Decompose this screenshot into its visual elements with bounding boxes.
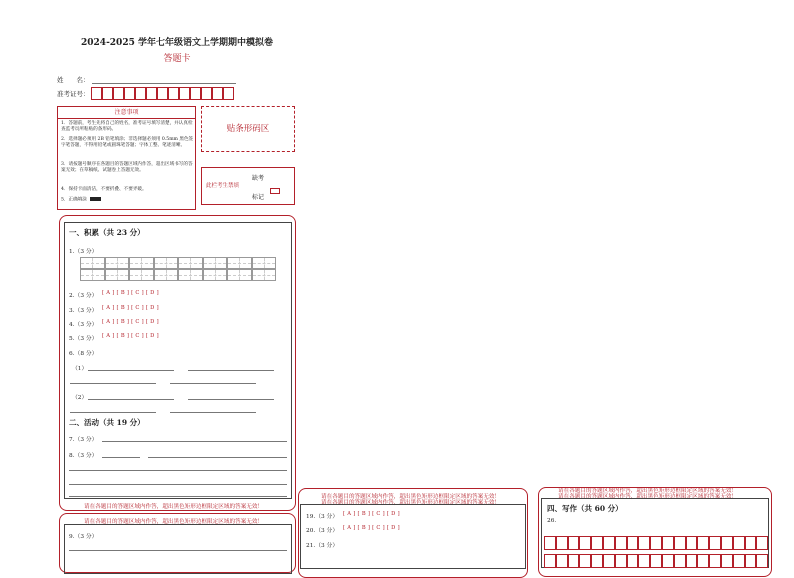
- boundary-warning: 请在各题目的答题区域内作答，超出黑色矩形边框限定区域的答案无效！: [84, 504, 264, 510]
- grid-cell[interactable]: [252, 269, 277, 281]
- writing-cell[interactable]: [756, 536, 768, 550]
- notice-box: [57, 106, 196, 210]
- writing-cell[interactable]: [709, 554, 721, 568]
- answer-line[interactable]: [69, 470, 287, 471]
- writing-cell[interactable]: [568, 554, 580, 568]
- id-digit-box[interactable]: [201, 87, 212, 100]
- answer-line[interactable]: [70, 383, 156, 384]
- writing-cell[interactable]: [579, 536, 591, 550]
- q8-label: 8.（3 分）: [69, 453, 98, 459]
- cell-guide: [130, 263, 153, 264]
- notice-item-fill-example: [61, 197, 195, 204]
- writing-cell[interactable]: [638, 536, 650, 550]
- id-label: 准考证号：: [57, 90, 90, 98]
- q6-sub1-label: （1）: [72, 366, 88, 372]
- grid-cell[interactable]: [129, 257, 154, 269]
- writing-cell[interactable]: [674, 554, 686, 568]
- cell-guide: [130, 275, 153, 276]
- q3-label: 3.（3 分）: [69, 308, 98, 314]
- absent-box: [201, 167, 295, 205]
- grid-cell[interactable]: [252, 257, 277, 269]
- writing-cell[interactable]: [544, 536, 556, 550]
- id-digit-box[interactable]: [179, 87, 190, 100]
- id-digit-box[interactable]: [102, 87, 113, 100]
- writing-cell[interactable]: [697, 536, 709, 550]
- writing-cell[interactable]: [756, 554, 768, 568]
- boundary-warning: 请在各题目的答题区域内作答，超出黑色矩形边框限定区域的答案无效！: [84, 519, 264, 525]
- cell-guide: [81, 263, 104, 264]
- grid-cell[interactable]: [178, 257, 203, 269]
- absent-label-2: 标记: [252, 194, 265, 201]
- answer-line[interactable]: [88, 399, 174, 400]
- writing-cell[interactable]: [662, 554, 674, 568]
- q6-sub2-label: （2）: [72, 395, 88, 401]
- answer-line[interactable]: [69, 496, 287, 497]
- writing-cell[interactable]: [591, 536, 603, 550]
- id-digit-box[interactable]: [212, 87, 223, 100]
- grid-cell[interactable]: [203, 269, 228, 281]
- writing-cell[interactable]: [603, 536, 615, 550]
- answer-line[interactable]: [188, 399, 274, 400]
- q21-label: 21.（3 分）: [306, 543, 339, 549]
- answer-area-2[interactable]: [64, 524, 292, 574]
- cell-guide: [155, 275, 178, 276]
- writing-cell[interactable]: [650, 554, 662, 568]
- id-digit-box[interactable]: [157, 87, 168, 100]
- boundary-warning: 请在各题目的答题区域内作答，超出黑色矩形边框限定区域的答案无效！: [321, 500, 501, 506]
- grid-cell[interactable]: [178, 269, 203, 281]
- filled-mark-icon: [90, 197, 101, 201]
- absent-note: 此栏考生禁填: [206, 183, 240, 189]
- q5-label: 5.（3 分）: [69, 336, 98, 342]
- writing-cell[interactable]: [686, 536, 698, 550]
- q20-options[interactable]: [ A ] [ B ] [ C ] [ D ]: [343, 525, 400, 531]
- cell-guide: [253, 275, 276, 276]
- cell-guide: [106, 275, 129, 276]
- q1-label: 1.（3 分）: [69, 249, 98, 255]
- cell-guide: [228, 263, 251, 264]
- barcode-area: 贴条形码区: [201, 106, 295, 152]
- id-digit-box[interactable]: [91, 87, 102, 100]
- q2-options[interactable]: [ A ] [ B ] [ C ] [ D ]: [102, 290, 159, 296]
- writing-cell[interactable]: [697, 554, 709, 568]
- notice-title: 注意事项: [58, 107, 195, 119]
- writing-cell[interactable]: [733, 554, 745, 568]
- id-digit-box[interactable]: [135, 87, 146, 100]
- q20-label: 20.（3 分）: [306, 528, 339, 534]
- absent-label-1: 缺考: [252, 175, 265, 182]
- grid-cell[interactable]: [105, 257, 130, 269]
- id-digit-box[interactable]: [190, 87, 201, 100]
- answer-line[interactable]: [188, 370, 274, 371]
- section1-heading: 一、积累（共 23 分）: [69, 228, 145, 237]
- writing-cell[interactable]: [721, 536, 733, 550]
- name-field[interactable]: [92, 83, 236, 84]
- notice-item: 1．答题前，考生先将自己的姓名，准考证号填写清楚，并认真检查监考员所粘贴的条形码。: [61, 121, 193, 133]
- cell-guide: [204, 263, 227, 264]
- id-digit-box[interactable]: [146, 87, 157, 100]
- writing-cell[interactable]: [544, 554, 556, 568]
- q4-options[interactable]: [ A ] [ B ] [ C ] [ D ]: [102, 319, 159, 325]
- id-digit-box[interactable]: [223, 87, 234, 100]
- boundary-warning: 请在各题目的答题区域内作答，超出黑色矩形边框限定区域的答案无效！: [558, 494, 738, 500]
- notice-item: 4．保持卡面清洁，不要折叠、不要弄破。: [61, 187, 147, 192]
- writing-cell[interactable]: [627, 536, 639, 550]
- writing-cell[interactable]: [556, 536, 568, 550]
- writing-cell[interactable]: [638, 554, 650, 568]
- cell-guide: [253, 263, 276, 264]
- absent-mark-icon: [270, 188, 280, 194]
- answer-line[interactable]: [102, 457, 140, 458]
- cell-guide: [179, 275, 202, 276]
- answer-line[interactable]: [170, 412, 256, 413]
- boundary-warning: 请在各题目的答题区域内作答，超出黑色矩形边框限定区域的答案无效！: [558, 488, 738, 494]
- writing-cell[interactable]: [709, 536, 721, 550]
- fill-example-label: 5．正确填涂: [61, 197, 87, 203]
- writing-cell[interactable]: [674, 536, 686, 550]
- name-label: 姓 名：: [57, 76, 90, 84]
- answer-line[interactable]: [69, 484, 287, 485]
- q2-label: 2.（3 分）: [69, 293, 98, 299]
- q5-options[interactable]: [ A ] [ B ] [ C ] [ D ]: [102, 333, 159, 339]
- cell-guide: [204, 275, 227, 276]
- writing-cell[interactable]: [615, 536, 627, 550]
- writing-cell[interactable]: [662, 536, 674, 550]
- grid-cell[interactable]: [154, 269, 179, 281]
- q26-label: 26.: [547, 518, 557, 524]
- grid-cell[interactable]: [105, 269, 130, 281]
- grid-cell[interactable]: [80, 257, 105, 269]
- writing-cell[interactable]: [650, 536, 662, 550]
- writing-cell[interactable]: [556, 554, 568, 568]
- answer-line[interactable]: [170, 383, 256, 384]
- section2-heading: 二、活动（共 19 分）: [69, 418, 145, 427]
- q7-label: 7.（3 分）: [69, 437, 98, 443]
- writing-cell[interactable]: [579, 554, 591, 568]
- q3-options[interactable]: [ A ] [ B ] [ C ] [ D ]: [102, 305, 159, 311]
- writing-cell[interactable]: [615, 554, 627, 568]
- id-digit-box[interactable]: [168, 87, 179, 100]
- q19-label: 19.（3 分）: [306, 514, 339, 520]
- writing-cell[interactable]: [745, 554, 757, 568]
- grid-cell[interactable]: [129, 269, 154, 281]
- q9-label: 9.（3 分）: [69, 534, 98, 540]
- grid-cell[interactable]: [80, 269, 105, 281]
- answer-sheet-subtitle: 答题卡: [163, 54, 191, 64]
- cell-guide: [81, 275, 104, 276]
- writing-cell[interactable]: [721, 554, 733, 568]
- cell-guide: [228, 275, 251, 276]
- answer-line[interactable]: [102, 441, 287, 442]
- writing-cell[interactable]: [627, 554, 639, 568]
- cell-guide: [155, 263, 178, 264]
- answer-line[interactable]: [69, 550, 287, 551]
- grid-cell[interactable]: [227, 257, 252, 269]
- notice-item: 2．选择题必须用 2B 铅笔填涂；非选择题必须用 0.5mm 黑色签字笔答题，不得用铅笔或圆珠笔答题；字体工整、笔迹清晰。: [61, 137, 194, 149]
- writing-cell[interactable]: [591, 554, 603, 568]
- grid-cell[interactable]: [154, 257, 179, 269]
- writing-cell[interactable]: [686, 554, 698, 568]
- id-digit-box[interactable]: [113, 87, 124, 100]
- writing-cell[interactable]: [603, 554, 615, 568]
- writing-cell[interactable]: [745, 536, 757, 550]
- exam-title: 2024-2025 学年七年级语文上学期期中模拟卷: [81, 38, 273, 48]
- absent-checkbox[interactable]: [270, 180, 280, 199]
- notice-item: 3．请按题号顺序在各题目的答题区域内作答，超出区域书写的答案无效；在草稿纸、试题卷上答题无效。: [61, 162, 193, 174]
- q4-label: 4.（3 分）: [69, 322, 98, 328]
- writing-cell[interactable]: [733, 536, 745, 550]
- section4-heading: 四、写作（共 60 分）: [547, 504, 623, 513]
- cell-guide: [106, 263, 129, 264]
- grid-cell[interactable]: [227, 269, 252, 281]
- boundary-warning: 请在各题目的答题区域内作答，超出黑色矩形边框限定区域的答案无效！: [321, 494, 501, 500]
- answer-line[interactable]: [70, 412, 156, 413]
- cell-guide: [179, 263, 202, 264]
- writing-cell[interactable]: [568, 536, 580, 550]
- q19-options[interactable]: [ A ] [ B ] [ C ] [ D ]: [343, 511, 400, 517]
- id-digit-box[interactable]: [124, 87, 135, 100]
- q6-label: 6.（8 分）: [69, 351, 98, 357]
- grid-cell[interactable]: [203, 257, 228, 269]
- answer-line[interactable]: [148, 457, 287, 458]
- answer-line[interactable]: [88, 370, 174, 371]
